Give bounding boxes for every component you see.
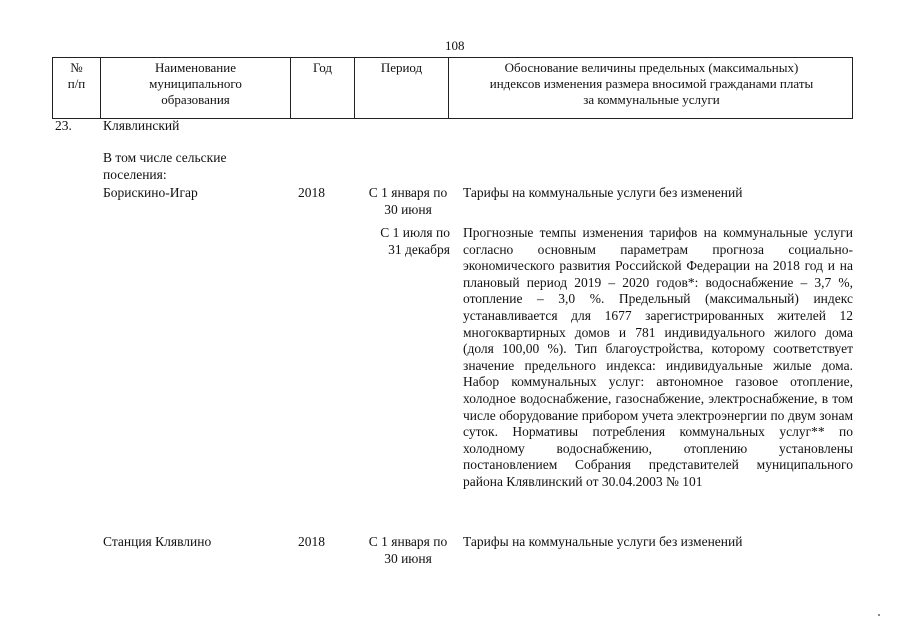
scan-speck: [878, 614, 880, 616]
period-second-half: С 1 июля по 31 декабря: [380, 225, 450, 257]
settlement-name: Борискино-Игар: [103, 185, 198, 200]
basis-first-half: Тарифы на коммунальные услуги без изменений: [463, 185, 743, 200]
header-municipality: Наименование муниципального образования: [101, 58, 291, 118]
header-period: Период: [355, 58, 449, 118]
settlement-name: Станция Клявлино: [103, 534, 212, 549]
header-year: Год: [291, 58, 355, 118]
including-label: В том числе сельские поселения:: [103, 150, 227, 182]
basis-first-half: Тарифы на коммунальные услуги без изменений: [463, 534, 743, 549]
settlement-year: 2018: [298, 185, 325, 200]
settlement-year: 2018: [298, 534, 325, 549]
period-first-half: С 1 января по 30 июня: [368, 185, 448, 217]
header-basis: Обоснование величины предельных (максимальных) индексов изменения размера вносимой гражданами платы за коммунальные услуги: [489, 60, 814, 107]
table-header: [52, 57, 853, 119]
period-first-half: С 1 января по 30 июня: [368, 534, 448, 566]
basis-second-half: Прогнозные темпы изменения тарифов на коммунальные услуги согласно основным параметрам прогноза социально-экономического развития Российской Федерации на 2018 год и на плановый период 2019 – 2020 годов*: водоснабжение – 3,7 %, отопление – 3,0 %. Предельный (максимальный) индекс устанавливается для 1677 зарегистрированных жителей 12 многоквартирных домов и 781 индивидуального жилого дома (доля 100,00 %). Тип благоустройства, которому соответствует значение предельного индекса: индивидуальные жилые дома. Набор коммунальных услуг: автономное газовое отопление, холодное водоснабжение, газоснабжение, электроснабжение, в том числе оборудование прибором учета электроэнергии по двум зонам суток. Нормативы потребления коммунальных услуг** по холодному водоснабжению, отоплению установлены постановлением Собрания представителей муниципального района Клявлинский от 30.04.2003 № 101: [463, 225, 853, 489]
row-number: 23.: [55, 118, 72, 133]
region-name: Клявлинский: [103, 118, 180, 133]
header-num: № п/п: [53, 58, 101, 118]
page-number: 108: [445, 38, 465, 53]
